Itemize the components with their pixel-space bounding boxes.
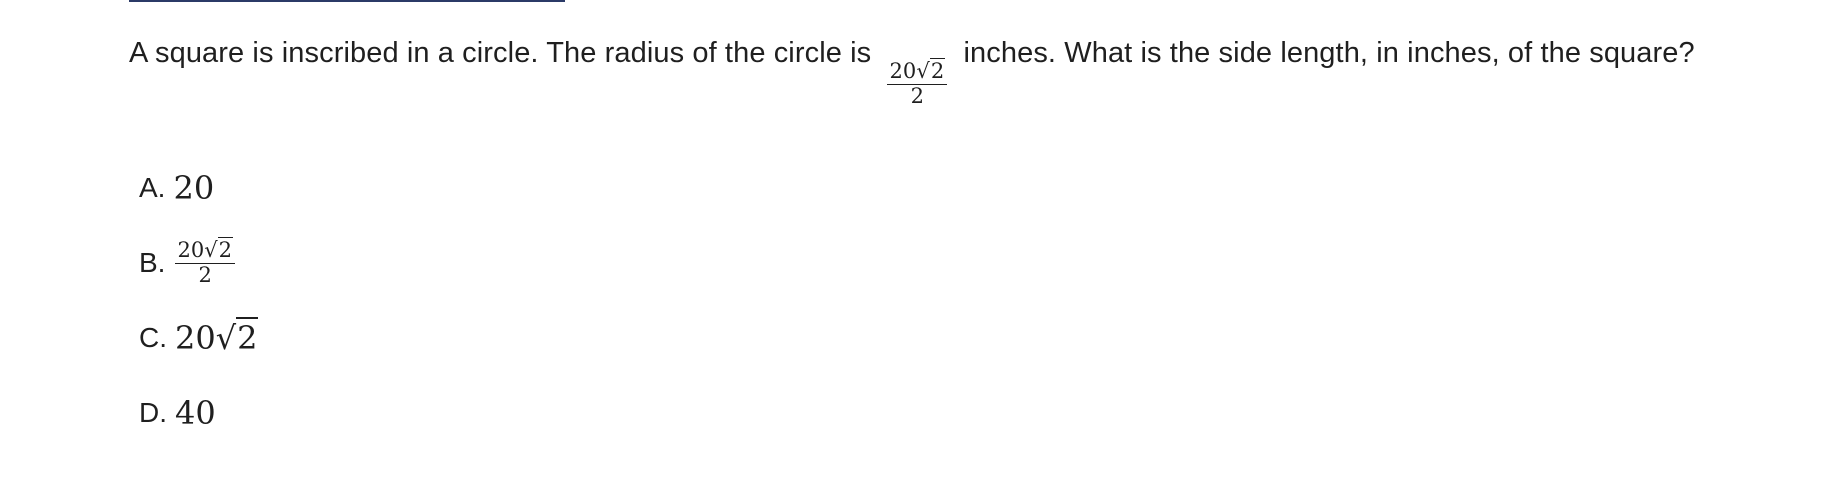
- choice-d-value: 40: [175, 393, 216, 432]
- choice-b-numerator: [175, 237, 235, 264]
- choice-b[interactable]: [139, 225, 258, 300]
- choice-c-sqrt: √2: [215, 318, 258, 357]
- choice-d[interactable]: [139, 375, 258, 450]
- radius-numerator: [887, 58, 947, 85]
- choice-c-radicand: 2: [237, 318, 258, 357]
- choice-b-denominator: 2: [198, 262, 212, 287]
- question-text-before: A square is inscribed in a circle. The radius of the circle is: [129, 37, 872, 69]
- choice-a-value: 20: [173, 168, 215, 207]
- radius-radicand: 2: [930, 58, 945, 83]
- top-divider: [129, 0, 565, 2]
- radius-fraction: [887, 58, 947, 108]
- choice-b-radicand: 2: [218, 237, 232, 262]
- radius-denominator: 2: [910, 83, 925, 108]
- choice-c-value: [175, 319, 258, 357]
- choice-c[interactable]: [139, 300, 258, 375]
- choice-c-letter: C.: [139, 321, 167, 353]
- question-stem: [129, 30, 1709, 107]
- choice-a[interactable]: [139, 150, 258, 225]
- choice-c-coeff: 20: [175, 318, 216, 357]
- choice-a-letter: A.: [139, 171, 166, 203]
- choice-b-numerator-coeff: 20: [177, 237, 205, 262]
- choice-b-fraction: [175, 237, 235, 287]
- radius-numerator-coeff: 20: [889, 58, 917, 83]
- radius-sqrt: √2: [916, 58, 945, 83]
- choice-b-letter: B.: [139, 246, 166, 278]
- choice-b-sqrt: √2: [204, 237, 232, 262]
- question-text-after: inches. What is the side length, in inches, of the square?: [963, 37, 1695, 69]
- choice-d-letter: D.: [139, 396, 167, 428]
- answer-choices: [139, 150, 258, 450]
